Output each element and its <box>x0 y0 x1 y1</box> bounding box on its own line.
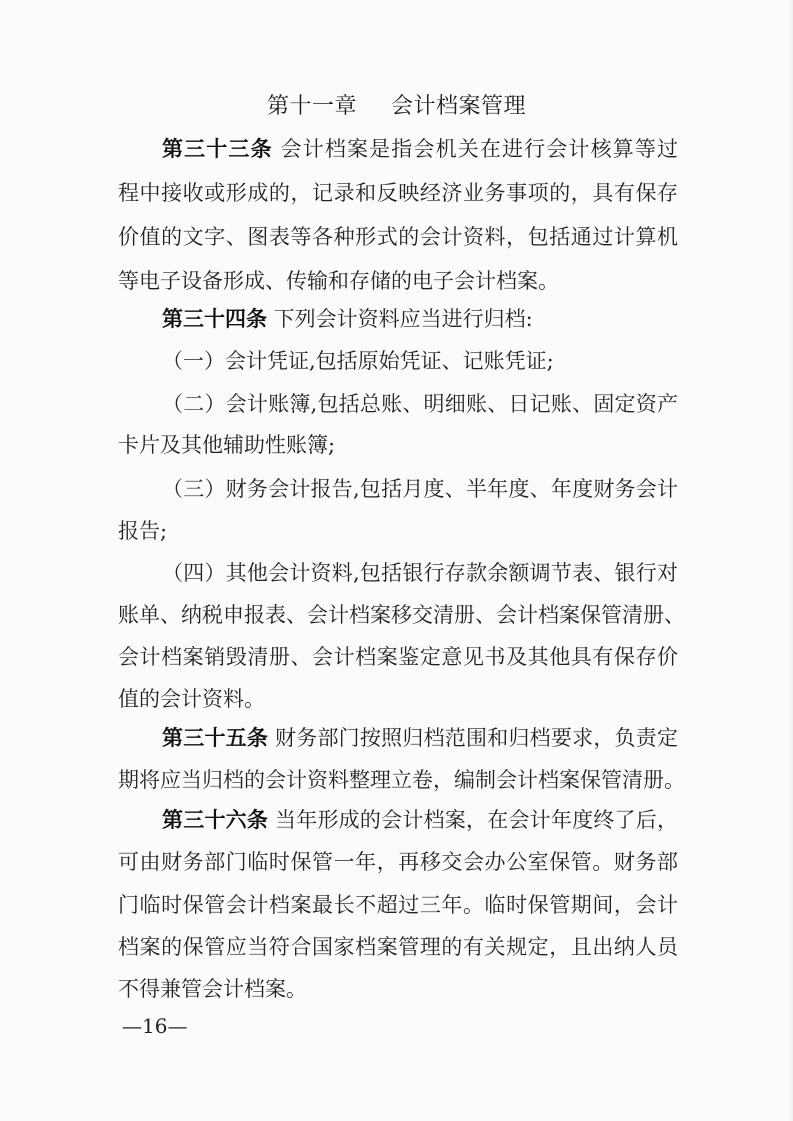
list-item-text: 卡片及其他辅助性账簿; <box>118 433 336 457</box>
list-item-text: （三）财务会计报告,包括月度、半年度、年度财务会计 <box>162 477 678 501</box>
paragraph-text: 价值的文字、图表等各种形式的会计资料，包括通过计算机 <box>118 225 678 249</box>
article-text: 当年形成的会计档案，在会计年度终了后， <box>275 808 678 832</box>
item-4-line-2 <box>118 595 685 635</box>
list-item-text: 会计档案销毁清册、会计档案鉴定意见书及其他具有保存价 <box>118 645 678 669</box>
list-item-text: （四）其他会计资料,包括银行存款余额调节表、银行对 <box>162 561 678 585</box>
article-label: 第三十五条 <box>162 726 269 750</box>
chapter-number: 第十一章 <box>266 94 357 119</box>
paragraph-text: 程中接收或形成的，记录和反映经济业务事项的，具有保存 <box>118 181 678 205</box>
article-36-line-3 <box>118 885 678 925</box>
list-item-text: （二）会计账簿,包括总账、明细账、日记账、固定资产 <box>162 392 678 416</box>
item-3-line-1 <box>162 469 678 509</box>
item-4-line-1 <box>162 553 678 593</box>
article-35-line-2 <box>118 760 685 800</box>
item-2-line-2 <box>118 425 678 465</box>
list-item-text: 报告; <box>118 519 168 543</box>
paragraph-text: 档案的保管应当符合国家档案管理的有关规定，且出纳人员 <box>118 935 678 959</box>
article-33-line-3 <box>118 217 678 257</box>
page-edge-shadow <box>787 0 793 1121</box>
article-label: 第三十六条 <box>162 808 269 832</box>
chapter-title: 会计档案管理 <box>391 94 527 119</box>
article-text: 会计档案是指会机关在进行会计核算等过 <box>280 137 679 161</box>
paragraph-text: 不得兼管会计档案。 <box>118 977 307 1001</box>
article-33-line-4 <box>118 261 678 301</box>
list-item-text: （一）会计凭证,包括原始凭证、记账凭证; <box>162 349 554 373</box>
item-4-line-4 <box>118 679 678 719</box>
article-text: 下列会计资料应当进行归档: <box>273 307 533 331</box>
article-33-line-2 <box>118 173 678 213</box>
paragraph-text: 等电子设备形成、传输和存储的电子会计档案。 <box>118 269 559 293</box>
chapter-heading <box>0 92 793 122</box>
paragraph-text: 可由财务部门临时保管一年，再移交会办公室保管。财务部 <box>118 850 678 874</box>
article-36-line-5 <box>118 969 678 1009</box>
page-number: —16— <box>122 1014 188 1038</box>
item-3-line-2 <box>118 511 678 551</box>
article-36-line-2 <box>118 842 678 882</box>
article-36-line-4 <box>118 927 678 967</box>
paragraph-text: 门临时保管会计档案最长不超过三年。临时保管期间，会计 <box>118 893 678 917</box>
paragraph-text: 期将应当归档的会计资料整理立卷，编制会计档案保管清册。 <box>118 768 685 792</box>
article-label: 第三十三条 <box>162 137 273 161</box>
item-4-line-3 <box>118 637 678 677</box>
article-text: 财务部门按照归档范围和归档要求，负责定 <box>275 726 678 750</box>
list-item-text: 值的会计资料。 <box>118 687 265 711</box>
item-2-line-1 <box>162 384 678 424</box>
article-33-line-1 <box>162 129 678 169</box>
item-1-line-1 <box>162 341 678 381</box>
article-label: 第三十四条 <box>162 307 267 331</box>
article-34-line-1 <box>162 299 678 339</box>
article-36-line-1 <box>162 800 678 840</box>
list-item-text: 账单、纳税申报表、会计档案移交清册、会计档案保管清册、 <box>118 603 685 627</box>
article-35-line-1 <box>162 718 678 758</box>
